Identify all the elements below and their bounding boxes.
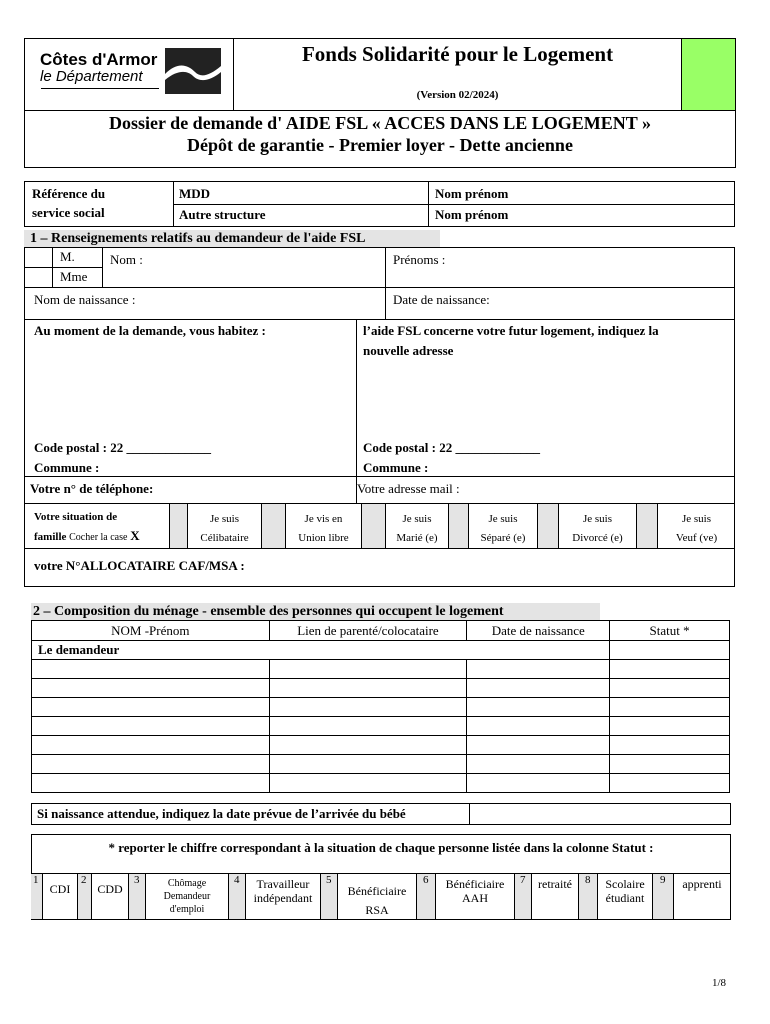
statut-label: Bénéficiaire (445, 877, 505, 891)
statut-label: Scolaire (605, 877, 645, 891)
civility-m[interactable]: M. (60, 249, 75, 264)
table-cell[interactable] (610, 698, 730, 717)
statut-num-text: 1 (33, 874, 39, 886)
option-line: Je suis (681, 513, 712, 525)
statut-num (31, 874, 43, 919)
statut-item (43, 882, 77, 897)
statut-num-text: 9 (660, 874, 666, 886)
column-header-lien: Lien de parenté/colocataire (269, 621, 467, 641)
situation-label-2 (34, 528, 140, 544)
option-line: Marié (e) (396, 532, 438, 544)
statut-label: AAH (462, 891, 488, 905)
commune-right[interactable]: Commune : (363, 460, 429, 475)
checkbox-separe[interactable] (448, 504, 469, 548)
table-row (32, 736, 730, 755)
statut-note: * reporter le chiffre correspondant à la situation de chaque personne listée dans la colonne Statut : (108, 840, 654, 855)
table-cell[interactable] (32, 774, 270, 793)
table-cell[interactable] (467, 679, 610, 698)
habitez-label: Au moment de la demande, vous habitez : (34, 323, 266, 338)
table-row (32, 717, 730, 736)
table-cell[interactable] (269, 660, 467, 679)
table-cell[interactable] (610, 679, 730, 698)
page-title: Fonds Solidarité pour le Logement (301, 42, 614, 66)
statut-label: Travailleur (256, 877, 310, 891)
futur-label-1: l’aide FSL concerne votre futur logement, indiquez la (363, 323, 659, 338)
table-cell[interactable] (610, 736, 730, 755)
nom-label: Nom : (110, 252, 143, 267)
statut-item (246, 877, 320, 905)
naissance-date-field[interactable] (470, 804, 730, 824)
statut-item (338, 882, 416, 920)
demandeur-row-label: Le demandeur (32, 641, 610, 660)
statut-num (416, 874, 436, 919)
option-divorce (559, 510, 636, 548)
statut-label: RSA (365, 903, 389, 917)
statut-label: CDI (49, 882, 71, 896)
statut-num (77, 874, 92, 919)
mdd-field[interactable]: MDD (179, 186, 211, 201)
statut-num-text: 3 (134, 874, 140, 886)
table-cell[interactable] (269, 679, 467, 698)
household-table (31, 620, 730, 793)
statut-label: Chômage (167, 878, 207, 889)
table-cell[interactable] (32, 698, 270, 717)
statut-num-text: 7 (520, 874, 526, 886)
table-cell[interactable] (467, 736, 610, 755)
option-marie (386, 510, 448, 548)
checkbox-celibataire[interactable] (169, 504, 188, 548)
table-cell[interactable] (269, 755, 467, 774)
section2-title (31, 603, 600, 620)
table-cell[interactable] (32, 717, 270, 736)
green-marker (682, 39, 735, 110)
logo-emblem-icon (165, 48, 221, 94)
subtitle-line1: Dossier de demande d' AIDE FSL « ACCES DANS LE LOGEMENT » (109, 113, 651, 133)
statut-label: retraité (538, 877, 572, 891)
table-cell[interactable] (32, 679, 270, 698)
statut-num (128, 874, 146, 919)
table-cell[interactable] (610, 774, 730, 793)
code-postal-right[interactable]: Code postal : 22 _____________ (363, 440, 540, 455)
subtitle-line2: Dépôt de garantie - Premier loyer - Dette ancienne (187, 135, 573, 155)
situation-label-1: Votre situation de (34, 511, 118, 523)
situation-famille: famille (34, 531, 67, 543)
option-line: Je suis (209, 513, 240, 525)
statut-label: Demandeur (163, 891, 211, 902)
futur-label-2: nouvelle adresse (363, 343, 454, 358)
statut-num-text: 5 (326, 874, 332, 886)
table-cell[interactable] (610, 717, 730, 736)
section1-title (24, 230, 440, 247)
email-label: Votre adresse mail : (357, 481, 460, 496)
statut-label: Bénéficiaire (347, 884, 407, 898)
statut-label: apprenti (682, 877, 722, 891)
table-cell[interactable] (610, 641, 730, 660)
situation-hint: Cocher la case (69, 532, 128, 543)
telephone-label: Votre n° de téléphone: (30, 481, 154, 496)
table-row (32, 679, 730, 698)
option-line: Je suis (582, 513, 613, 525)
table-cell[interactable] (269, 736, 467, 755)
table-cell[interactable] (610, 660, 730, 679)
checkbox-union-libre[interactable] (261, 504, 286, 548)
option-line: Je vis en (304, 513, 343, 525)
option-line: Veuf (ve) (675, 532, 718, 544)
column-header-statut: Statut * (610, 621, 730, 641)
option-union-libre (286, 510, 361, 548)
department-logo (38, 48, 223, 96)
statut-item (532, 877, 578, 892)
table-cell[interactable] (467, 717, 610, 736)
statut-label: étudiant (605, 891, 645, 905)
option-line: Célibataire (200, 532, 249, 544)
option-veuf (658, 510, 735, 548)
statut-num (652, 874, 674, 919)
table-row (32, 660, 730, 679)
statut-num-text: 2 (81, 874, 87, 886)
reference-label-2: service social (32, 205, 105, 220)
option-line: Divorcé (e) (572, 532, 623, 544)
table-cell[interactable] (269, 698, 467, 717)
table-cell[interactable] (467, 774, 610, 793)
table-cell[interactable] (269, 774, 467, 793)
nom-prenom-field-2[interactable]: Nom prénom (435, 207, 509, 222)
statut-num-text: 4 (234, 874, 240, 886)
table-row (32, 774, 730, 793)
option-line: Union libre (298, 532, 349, 544)
allocataire-label: votre N°ALLOCATAIRE CAF/MSA : (34, 558, 245, 573)
civility-mme[interactable]: Mme (60, 269, 88, 284)
section2-title-text: 2 – Composition du ménage - ensemble des personnes qui occupent le logement (33, 604, 504, 619)
autre-structure-field[interactable]: Autre structure (179, 207, 266, 222)
option-line: Je suis (488, 513, 518, 525)
statut-num (578, 874, 598, 919)
statut-label: CDD (97, 882, 123, 896)
statut-label: d'emploi (169, 904, 205, 915)
table-cell[interactable] (32, 736, 270, 755)
statut-item (674, 877, 730, 892)
statut-item (598, 877, 652, 905)
statut-item (436, 877, 514, 905)
table-cell[interactable] (32, 660, 270, 679)
table-row (32, 698, 730, 717)
table-cell[interactable] (610, 755, 730, 774)
table-cell[interactable] (32, 755, 270, 774)
nom-naissance-label: Nom de naissance : (34, 292, 136, 307)
reference-label-1: Référence du (32, 186, 106, 201)
statut-num (320, 874, 338, 919)
section1-title-text: 1 – Renseignements relatifs au demandeur de l'aide FSL (30, 231, 366, 246)
table-cell[interactable] (467, 755, 610, 774)
statut-item (146, 877, 228, 916)
commune-left[interactable]: Commune : (34, 460, 100, 475)
nom-prenom-field-1[interactable]: Nom prénom (435, 186, 509, 201)
option-line: Je suis (402, 513, 432, 525)
situation-x: X (130, 528, 140, 543)
option-celibataire (188, 510, 261, 548)
checkbox-divorce[interactable] (537, 504, 559, 548)
version-label: (Version 02/2024) (416, 89, 499, 101)
page-number: 1/8 (712, 977, 727, 989)
logo-line1: Côtes d'Armor (40, 50, 158, 69)
table-cell[interactable] (269, 717, 467, 736)
option-separe (469, 510, 537, 548)
table-row (32, 755, 730, 774)
checkbox-marie[interactable] (361, 504, 386, 548)
statut-num (228, 874, 246, 919)
statut-num-text: 8 (585, 874, 591, 886)
column-header-nom: NOM -Prénom (32, 621, 270, 641)
statut-num (514, 874, 532, 919)
column-header-date: Date de naissance (467, 621, 610, 641)
statut-item (92, 882, 128, 897)
checkbox-veuf[interactable] (636, 504, 658, 548)
option-line: Séparé (e) (480, 532, 526, 544)
statut-num-text: 6 (423, 874, 429, 886)
date-naissance-label: Date de naissance: (393, 292, 490, 307)
statut-label: indépendant (253, 891, 313, 905)
table-cell[interactable] (467, 660, 610, 679)
code-postal-left[interactable]: Code postal : 22 _____________ (34, 440, 211, 455)
prenoms-label: Prénoms : (393, 252, 446, 267)
naissance-label: Si naissance attendue, indiquez la date prévue de l’arrivée du bébé (37, 806, 406, 821)
logo-line2: le Département (40, 68, 143, 85)
table-cell[interactable] (467, 698, 610, 717)
